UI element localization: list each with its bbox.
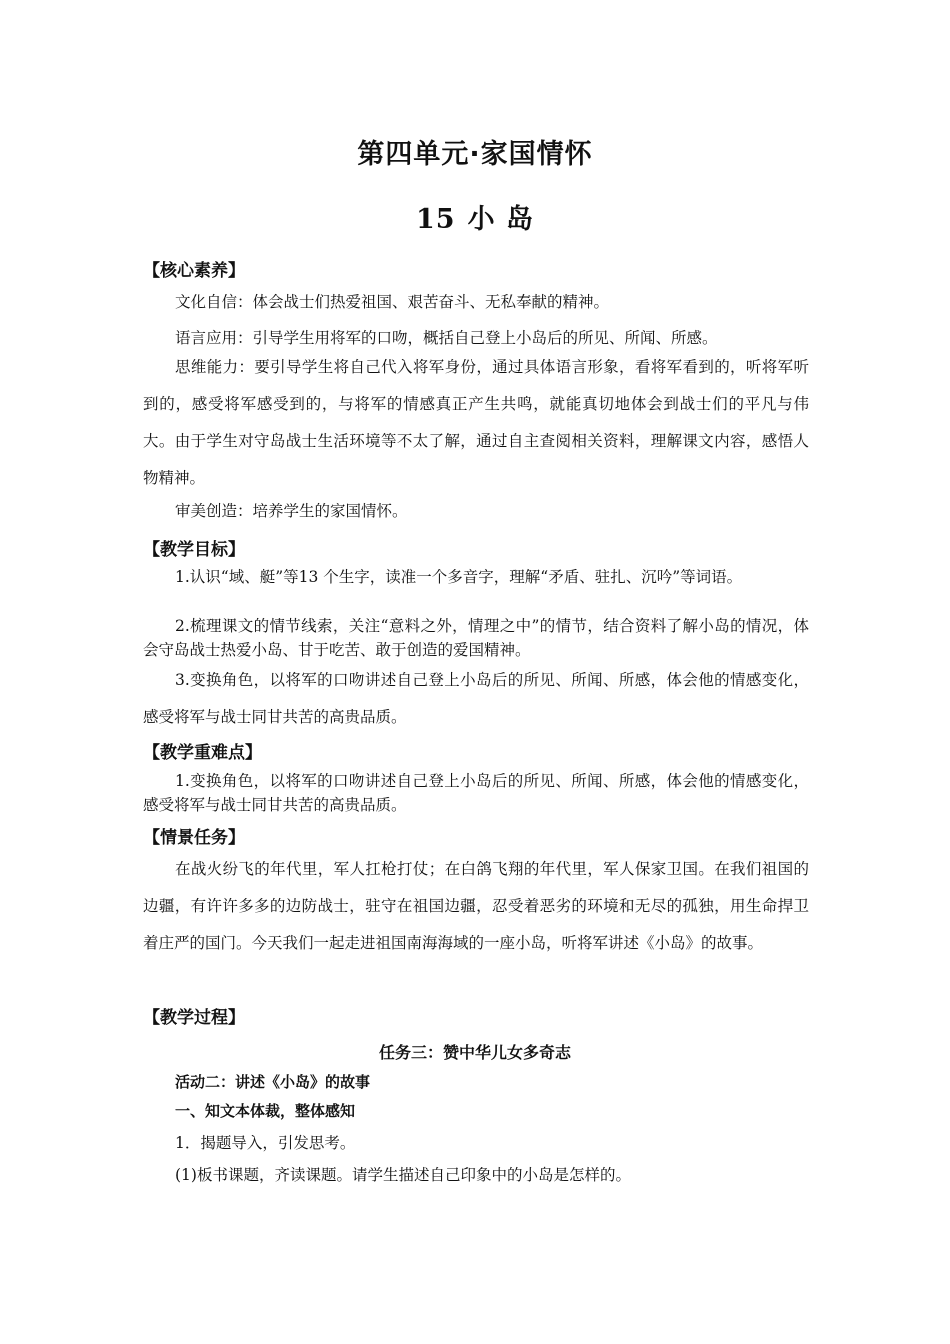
core-heading: 【核心素养】 (143, 261, 245, 281)
task-title: 任务三：赞中华儿女多奇志 (378, 1043, 571, 1062)
core-paragraph-language: 语言应用：引导学生用将军的口吻，概括自己登上小岛后的所见、所闻、所感。 (175, 329, 718, 347)
unit-title: 第四单元·家国情怀 (357, 139, 593, 170)
scene-paragraph: 在战火纷飞的年代里，军人扛枪打仗；在白鸽飞翔的年代里，军人保家卫国。在我们祖国的边疆，有许许多多的边防战士，驻守在祖国边疆，忍受着恶劣的环境和无尽的孤独，用生命捍卫着庄严的国门。今天我们一起走进祖国南海海域的一座小岛，听将军讲述《小岛》的故事。 (143, 860, 809, 952)
core-paragraph-culture: 文化自信：体会战士们热爱祖国、艰苦奋斗、无私奉献的精神。 (175, 293, 610, 311)
goal-item-2: 2.梳理课文的情节线索，关注“意料之外，情理之中”的情节，结合资料了解小岛的情况，体会守岛战士热爱小岛、甘于吃苦、敢于创造的爱国精神。 (143, 617, 809, 659)
step-1: 1．揭题导入，引发思考。 (175, 1134, 356, 1152)
lesson-title (0, 197, 950, 236)
process-heading: 【教学过程】 (143, 1008, 245, 1028)
goals-heading: 【教学目标】 (143, 540, 245, 560)
goal-item-3: 3.变换角色，以将军的口吻讲述自己登上小岛后的所见、所闻、所感，体会他的情感变化，感受将军与战士同甘共苦的高贵品质。 (143, 671, 809, 726)
key-item-1: 1.变换角色，以将军的口吻讲述自己登上小岛后的所见、所闻、所感，体会他的情感变化，感受将军与战士同甘共苦的高贵品质。 (143, 772, 809, 814)
activity-title: 活动二：讲述《小岛》的故事 (175, 1073, 371, 1091)
scene-heading: 【情景任务】 (143, 828, 245, 848)
key-heading: 【教学重难点】 (143, 743, 262, 763)
core-paragraph-aesthetic: 审美创造：培养学生的家国情怀。 (175, 502, 408, 520)
goal-item-1: 1.认识“域、艇”等13 个生字，读准一个多音字，理解“矛盾、驻扎、沉吟”等词语。 (175, 568, 743, 586)
lesson-number: 15 (416, 204, 456, 235)
section-title: 一、知文本体裁，整体感知 (175, 1102, 356, 1120)
core-paragraph-thinking: 思维能力：要引导学生将自己代入将军身份，通过具体语言形象，看将军看到的，听将军听到的，感受将军感受到的，与将军的情感真正产生共鸣，就能真切地体会到战士们的平凡与伟大。由于学生对守岛战士生活环境等不太了解，通过自主查阅相关资料，理解课文内容，感悟人物精神。 (143, 358, 809, 487)
lesson-name: 小 岛 (467, 204, 534, 235)
step-1a: (1)板书课题，齐读课题。请学生描述自己印象中的小岛是怎样的。 (175, 1166, 631, 1184)
